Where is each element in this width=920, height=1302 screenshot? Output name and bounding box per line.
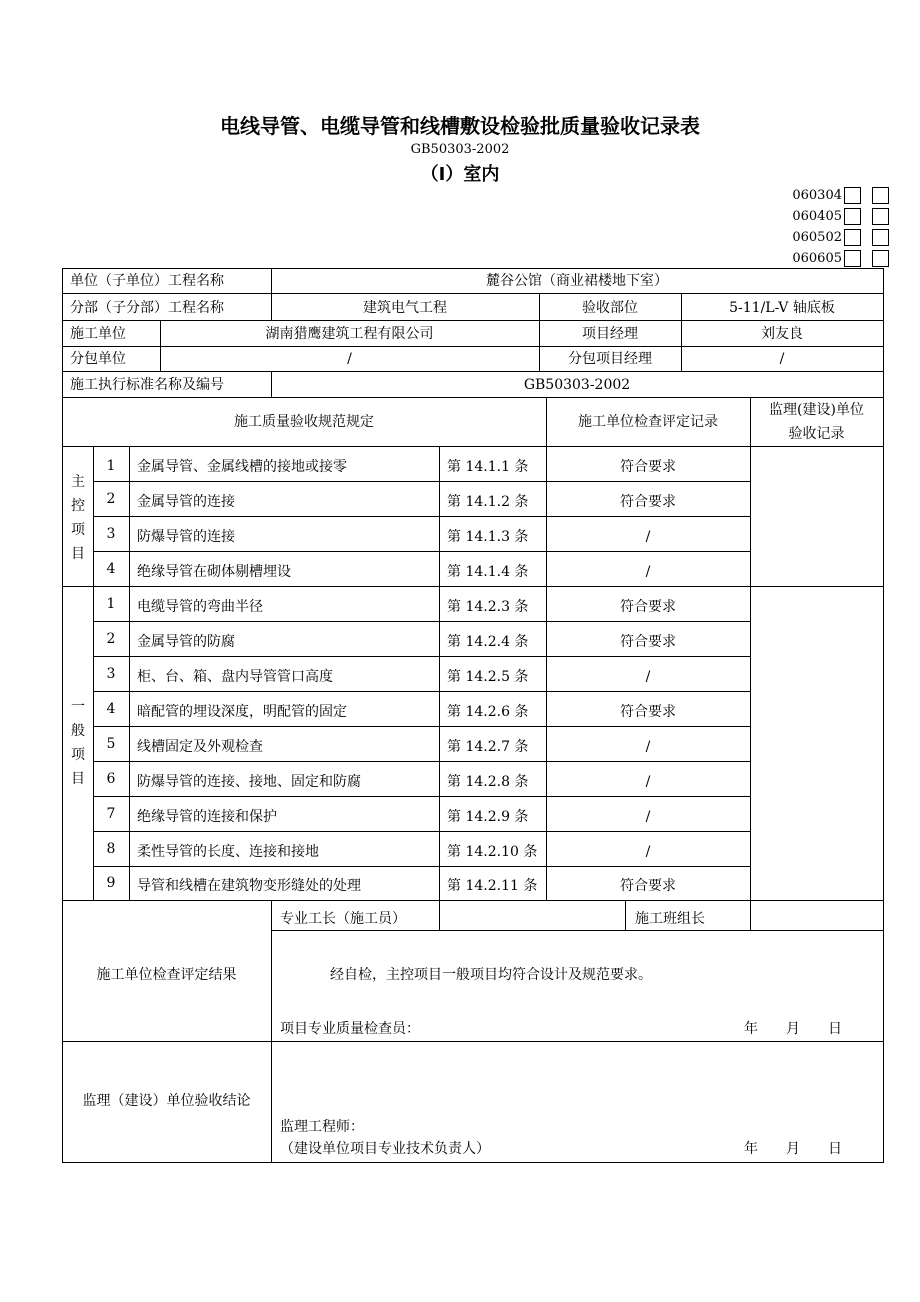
code-number: 060502 [792, 230, 842, 245]
contractor-value: 湖南猎鹰建筑工程有限公司 [265, 326, 434, 342]
code-row [790, 186, 900, 206]
code-number: 060405 [792, 209, 842, 224]
contractor-result-label: 施工单位检查评定结果 [96, 967, 237, 983]
supervisor-result-label: 监理（建设）单位验收结论 [82, 1093, 251, 1109]
code-checkbox[interactable] [844, 208, 861, 225]
part-value: 建筑电气工程 [363, 300, 447, 316]
code-checkbox[interactable] [844, 229, 861, 246]
pm-value: 刘友良 [761, 326, 803, 342]
sub-pm-label: 分包项目经理 [568, 351, 652, 367]
standard-value: GB50303-2002 [523, 377, 631, 393]
code-checkbox[interactable] [844, 187, 861, 204]
code-checkbox[interactable] [872, 208, 889, 225]
supervisor-engineer-label: 监理工程师： [280, 1119, 364, 1135]
owner-representative-label: （建设单位项目专业技术负责人） [280, 1141, 490, 1157]
standard-label: 施工执行标准名称及编号 [70, 377, 224, 393]
unit-value: 麓谷公馆（商业裙楼地下室） [486, 273, 668, 289]
sub-pm-value: / [779, 351, 785, 367]
code-row [790, 249, 900, 269]
code-number: 060304 [792, 188, 842, 203]
self-check-comment: 经自检，主控项目一般项目均符合设计及规范要求。 [330, 967, 652, 983]
pm-label: 项目经理 [582, 326, 638, 342]
supervisor-header-line1: 监理(建设)单位 [769, 402, 864, 418]
subcontractor-value: / [347, 351, 352, 367]
code-row [790, 207, 900, 227]
team-leader-label: 施工班组长 [635, 911, 705, 927]
code-number: 060605 [792, 251, 842, 266]
form-title: 电线导管、电缆导管和线槽敷设检验批质量验收记录表 [220, 114, 700, 138]
supervisor-date: 年 月 日 [744, 1141, 842, 1157]
accept-part-value: 5-11/L-V 轴底板 [729, 300, 835, 316]
foreman-label: 专业工长（施工员） [280, 911, 406, 927]
supervisor-header-line2: 验收记录 [788, 426, 845, 442]
part-label: 分部（子分部）工程名称 [70, 300, 224, 316]
contractor-label: 施工单位 [70, 326, 126, 342]
code-checkbox[interactable] [872, 229, 889, 246]
code-checkbox[interactable] [872, 250, 889, 267]
form-standard: GB50303-2002 [410, 142, 510, 157]
code-row [790, 228, 900, 248]
unit-label: 单位（子单位）工程名称 [70, 273, 224, 289]
quality-inspector-label: 项目专业质量检查员： [280, 1021, 420, 1037]
contractor-date: 年 月 日 [744, 1021, 842, 1037]
code-checkbox[interactable] [872, 187, 889, 204]
subcontractor-label: 分包单位 [70, 351, 126, 367]
code-checkbox[interactable] [844, 250, 861, 267]
inspection-form-table: 单位（子单位）工程名称 麓谷公馆（商业裙楼地下室） 分部（子分部）工程名称 建筑电气工程 验收部位 5-11/L-V 轴底板 施工单位 湖南猎鹰建筑工程有限公司 项目经理 刘友良 分包单位 / 分包项目经理 / 施工执行标准名称及编号 GB50303-2002 施工质量验收规范规定 施工单位检查评定记录 监理(建设)单位 验收记录 主 控 项 目 一 般 项 目 1 金属导管、金属线槽的接地或接零 第 14.1.1 条 符合要求 2 金属导管的连接 第 14.1.2 条 符合要求 3 防爆导管的连接 第 14.1.3 条 / 4 绝缘导管在砌体剔槽埋设 第 14.1.4 条 / 1 电缆导管的弯曲半径 第 14.2.3 条 符合要求 2 金属导管的防腐 第 14.2.4 条 符合要求 3 柜、台、箱、盘内导管管口高度 第 14.2.5 条 / 4 暗配管的埋设深度，明配管的固定 第 14.2.6 条 符合要求 5 线槽固定及外观检查 第 14.2.7 条 / 6 防爆导管的连接、接地、固定和防腐 第 14.2.8 条 / 7 绝缘导管的连接和保护 第 14.2.9 条 / 8 柔性导管的长度、连接和接地 第 14.2.10 条 / 9 导管和线槽在建筑物变形缝处的处理 第 14.2.11 条 符合要求 施工单位检查评定结果 专业工长（施工员） 施工班组长 经自检，主控项目一般项目均符合设计及规范要求。 项目专业质量检查员： 年 月 日 监理（建设）单位验收结论 监理工程师： （建设单位项目专业技术负责人） 年 月 日 [62, 268, 884, 1162]
spec-header: 施工质量验收规范规定 [234, 414, 374, 430]
check-header: 施工单位检查评定记录 [578, 414, 718, 430]
form-subtitle: （Ⅰ）室内 [420, 164, 500, 185]
accept-part-label: 验收部位 [582, 300, 638, 316]
